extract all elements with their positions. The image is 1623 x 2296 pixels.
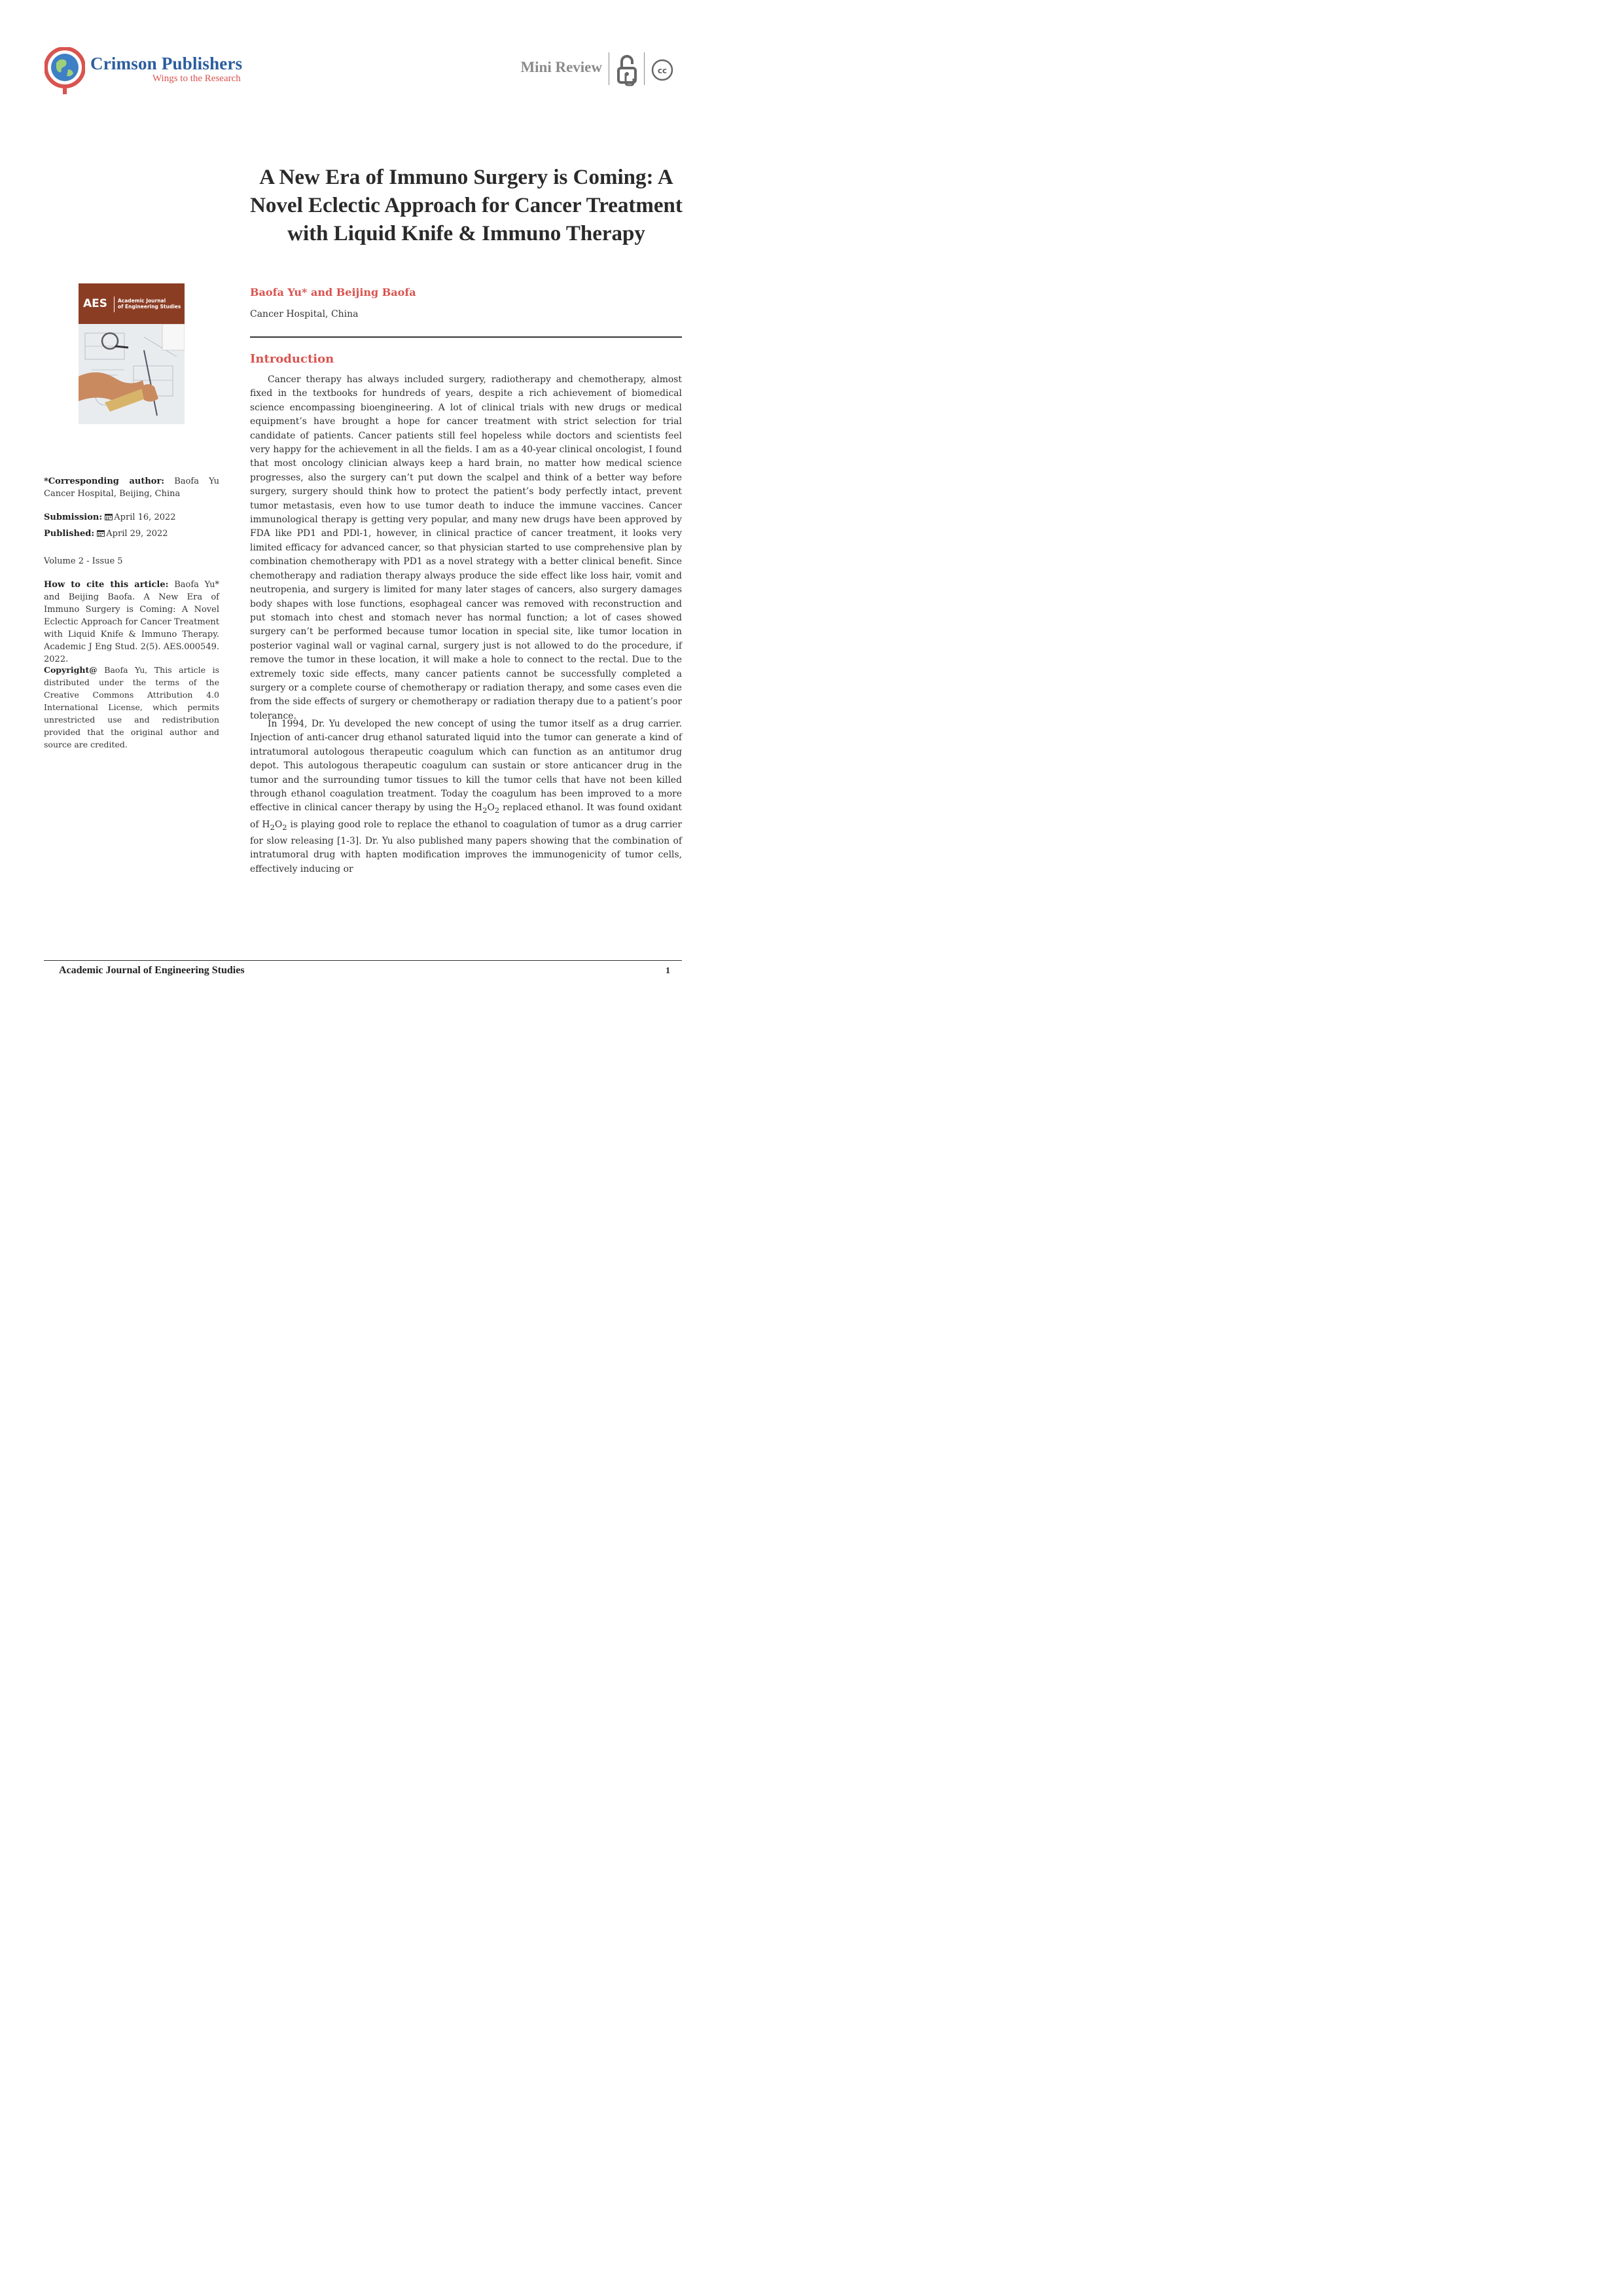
cover-journal-title: [118, 298, 183, 310]
cover-journal-line1: Academic Journal: [118, 298, 166, 304]
citation-text: Baofa Yu* and Beijing Baofa. A New Era of Immuno Surgery is Coming: A Novel Eclectic Approach for Cancer Treatment with Liquid Knife & Immuno Therapy. Academic J Eng Stud. 2(5). AES.000549. 2022.: [44, 580, 219, 664]
submission-label: Submission:: [44, 512, 103, 522]
volume-issue: Volume 2 - Issue 5: [44, 556, 123, 566]
chemical-formula: $H_2O_2$: [474, 802, 500, 816]
corresponding-author-text: Baofa Yu Cancer Hospital, Beijing, China: [44, 476, 219, 499]
globe-logo-icon: [45, 47, 85, 94]
open-access-icon[interactable]: [615, 52, 639, 88]
citation-label: How to cite this article:: [44, 580, 169, 590]
copyright-label: Copyright@: [44, 665, 98, 675]
chemical-formula: $H_2O_2$: [262, 819, 287, 832]
published-date: April 29, 2022: [106, 529, 168, 539]
title-divider: [250, 336, 682, 338]
copyright-text: Baofa Yu, This article is distributed under the terms of the Creative Commons Attribution 4.0 International License, which permits unrestricted use and redistribution provided that the original author and source are credited.: [44, 665, 219, 749]
cover-divider: [114, 296, 115, 312]
published-label: Published:: [44, 529, 95, 539]
cover-photo: [79, 324, 185, 424]
calendar-icon: [97, 529, 105, 537]
published-date-row: [44, 528, 219, 540]
body-paragraph: Cancer therapy has always included surgery, radiotherapy and chemotherapy, almost fixed in the textbooks for hundreds of years, despite a rich achievement of biomedical science encompassing bioengineering. A lot of clinical trials with new drugs or medical equipment’s have brought a hope for cancer treatment with strict selection for trial candidate of patients. Cancer patients still feel hopeless while doctors and scientists feel very happy for the achievement in all the fields. I am as a 40-year clinical oncologist, I found that most oncology clinician always keep a hard brain, no matter how medical science progresses, also the surgery can’t put down the scalpel and think of a better way before surgery, surgery should think how to protect the patient’s body perfectly intact, prevent tumor metastasis, even how to use tumor death to induce the immune vaccines. Cancer immunological therapy is getting very popular, and many new drugs have been approved by FDA like PD1 and PDl-1, however, in clinical practice of cancer treatment, it looks very limited efficacy for advanced cancer, so that physician started to use comprehensive plan by combination chemotherapy with PD1 as a novel strategy with a better clinical benefit. Since chemotherapy and radiation therapy always produce the side effect like loss hair, vomit and neutropenia, and surgery is limited for many later stages of cancers, also surgery damages body shapes with lose functions, esophageal cancer was removed with reconstruction and put stomach into chest and stomach never has normal function; a lot of cases showed surgery can’t be performed because tumor location in special site, like tumor location in posterior vaginal wall or vaginal carnal, surgery just is not allowed to do the procedure, if remove the tumor in these location, it will make a hole to connect to the rectal. Due to the extremely toxic side effects, many cancer patients cannot be successfully completed a surgery or a complete course of chemotherapy or radiation therapy, and some cases even die from the side effects of surgery or chemotherapy or radiation therapy due to a patient’s poor tolerance.: [250, 374, 682, 721]
body-paragraph: [250, 717, 682, 876]
cover-abbrev: AES: [83, 297, 108, 310]
header-divider: [644, 52, 645, 85]
copyright-block: [44, 664, 219, 751]
footer-journal-name: Academic Journal of Engineering Studies: [59, 965, 245, 976]
article-type-label: Mini Review: [520, 59, 602, 75]
publisher-name: Crimson Publishers: [90, 54, 243, 73]
cover-journal-line2: of Engineering Studies: [118, 304, 181, 310]
corresponding-author: [44, 475, 219, 500]
page-number: 1: [666, 966, 670, 976]
publisher-tagline: Wings to the Research: [152, 73, 241, 84]
submission-date: April 16, 2022: [114, 512, 176, 522]
article-authors[interactable]: Baofa Yu* and Beijing Baofa: [250, 286, 416, 298]
paragraph-text: is playing good role to replace the ethanol to coagulation of tumor as a drug carrier for slow releasing [1-3]. Dr. Yu also published many papers showing that the combination of intratumoral drug with hapten modification improves the immunogenicity of tumor cells, effectively inducing or: [250, 819, 682, 874]
paragraph-text: In 1994, Dr. Yu developed the new concept of using the tumor itself as a drug carrier. Injection of anti-cancer drug ethanol saturated liquid into the tumor can generate a kind of intratumoral autologous therapeutic coagulum which can function as an antitumor drug depot. This autologous therapeutic coagulum can sustain or store anticancer drug in the tumor and the surrounding tumor tissues to kill the tumor cells that have not been killed through ethanol coagulation treatment. Today the coagulum has been improved to a more effective in clinical cancer therapy by using the: [250, 719, 682, 814]
submission-date-row: [44, 511, 219, 524]
corresponding-author-label: *Corresponding author:: [44, 476, 165, 486]
citation-block: [44, 579, 219, 666]
journal-cover-image: [79, 283, 185, 424]
paragraph-text: replaced ethanol. It was found oxidant of: [250, 802, 682, 830]
cover-header: [79, 283, 185, 324]
calendar-icon: [105, 513, 113, 520]
svg-text:cc: cc: [657, 66, 668, 75]
footer-divider: [44, 960, 682, 961]
section-heading-introduction: Introduction: [250, 352, 334, 366]
article-title: A New Era of Immuno Surgery is Coming: A Novel Eclectic Approach for Cancer Treatment with Liquid Knife & Immuno Therapy: [250, 166, 683, 245]
article-affiliation: Cancer Hospital, China: [250, 309, 359, 319]
publisher-logo[interactable]: [45, 47, 260, 94]
creative-commons-icon[interactable]: [651, 59, 673, 81]
